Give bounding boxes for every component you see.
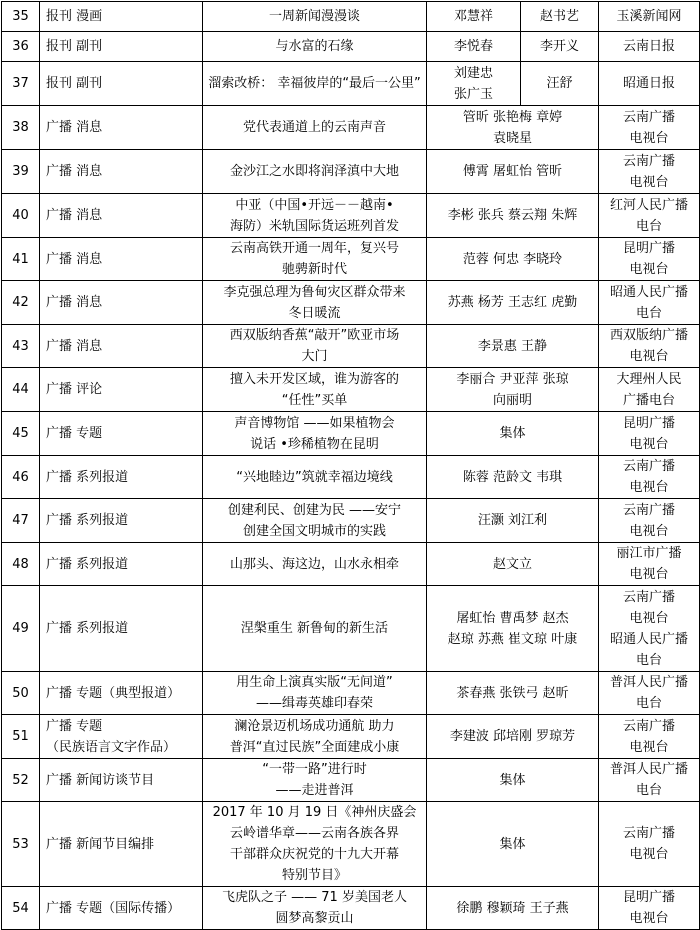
category-cell: 广播 评论	[40, 368, 203, 412]
table-row	[2, 456, 700, 499]
category-cell: 广播 系列报道	[40, 586, 203, 672]
author-cell: 赵书艺	[521, 2, 599, 32]
unit-cell: 昆明广播 电视台	[599, 238, 700, 281]
unit-cell: 西双版纳广播 电视台	[599, 325, 700, 368]
unit-cell: 大理州人民 广播电台	[599, 368, 700, 412]
row-number: 53	[2, 802, 40, 887]
unit-cell: 昆明广播 电视台	[599, 412, 700, 456]
row-number: 38	[2, 106, 40, 150]
title-cell: “兴地睦边”筑就幸福边境线	[203, 456, 427, 499]
row-number: 35	[2, 2, 40, 32]
category-cell: 报刊 副刊	[40, 62, 203, 106]
table-row	[2, 32, 700, 62]
table-row	[2, 325, 700, 368]
unit-cell: 昆明广播 电视台	[599, 887, 700, 930]
title-cell: 一周新闻漫漫谈	[203, 2, 427, 32]
title-cell: 金沙江之水即将润泽滇中大地	[203, 150, 427, 194]
authors-cell: 屠虹怡 曹禹梦 赵杰 赵琼 苏燕 崔文琼 叶康	[427, 586, 599, 672]
author-cell: 汪舒	[521, 62, 599, 106]
unit-cell: 普洱人民广播 电台	[599, 672, 700, 715]
row-number: 36	[2, 32, 40, 62]
category-cell: 广播 消息	[40, 281, 203, 325]
row-number: 54	[2, 887, 40, 930]
title-cell: 用生命上演真实版“无间道” ——缉毒英雄印春荣	[203, 672, 427, 715]
category-cell: 广播 系列报道	[40, 543, 203, 586]
table-row	[2, 106, 700, 150]
unit-cell: 玉溪新闻网	[599, 2, 700, 32]
row-number: 52	[2, 759, 40, 802]
unit-cell: 云南广播 电视台	[599, 715, 700, 759]
category-cell: 广播 消息	[40, 150, 203, 194]
unit-cell: 丽江市广播 电视台	[599, 543, 700, 586]
table-row	[2, 150, 700, 194]
title-cell: 2017 年 10 月 19 日《神州庆盛会 云岭谱华章——云南各族各界 干部群众庆祝党的十九大开幕 特别节目》	[203, 802, 427, 887]
table-row	[2, 62, 700, 106]
authors-cell: 李丽合 尹亚萍 张琼 向丽明	[427, 368, 599, 412]
title-cell: 擅入未开发区域，谁为游客的 “任性”买单	[203, 368, 427, 412]
title-cell: 云南高铁开通一周年，复兴号 驰骋新时代	[203, 238, 427, 281]
authors-cell: 苏燕 杨芳 王志红 虎勤	[427, 281, 599, 325]
table-row	[2, 759, 700, 802]
title-cell: 溜索改桥： 幸福彼岸的“最后一公里”	[203, 62, 427, 106]
category-cell: 广播 新闻访谈节目	[40, 759, 203, 802]
table-row	[2, 238, 700, 281]
awards-table	[1, 1, 700, 930]
authors-cell: 集体	[427, 802, 599, 887]
category-cell: 广播 消息	[40, 106, 203, 150]
authors-cell: 集体	[427, 759, 599, 802]
row-number: 41	[2, 238, 40, 281]
category-cell: 广播 专题（典型报道）	[40, 672, 203, 715]
title-cell: 声音博物馆 ——如果植物会 说话 •珍稀植物在昆明	[203, 412, 427, 456]
table-row	[2, 715, 700, 759]
row-number: 39	[2, 150, 40, 194]
category-cell: 广播 专题（国际传播）	[40, 887, 203, 930]
authors-cell: 赵文立	[427, 543, 599, 586]
authors-cell: 徐鹏 穆颖琦 王子燕	[427, 887, 599, 930]
category-cell: 广播 消息	[40, 238, 203, 281]
authors-cell: 范蓉 何忠 李晓玲	[427, 238, 599, 281]
category-cell: 报刊 漫画	[40, 2, 203, 32]
row-number: 43	[2, 325, 40, 368]
category-cell: 广播 系列报道	[40, 499, 203, 543]
row-number: 44	[2, 368, 40, 412]
category-cell: 广播 消息	[40, 325, 203, 368]
category-cell: 广播 系列报道	[40, 456, 203, 499]
title-cell: 西双版纳香蕉“敲开”欧亚市场 大门	[203, 325, 427, 368]
title-cell: 中亚（中国•开远－－越南• 海防）米轨国际货运班列首发	[203, 194, 427, 238]
author-cell: 李开义	[521, 32, 599, 62]
row-number: 51	[2, 715, 40, 759]
title-cell: 创建利民、创建为民 ——安宁 创建全国文明城市的实践	[203, 499, 427, 543]
table-row	[2, 543, 700, 586]
authors-cell: 李建波 邱培刚 罗琼芳	[427, 715, 599, 759]
author-cell: 李悦春	[427, 32, 521, 62]
table-row	[2, 586, 700, 672]
table-row	[2, 499, 700, 543]
author-cell: 邓慧祥	[427, 2, 521, 32]
row-number: 40	[2, 194, 40, 238]
authors-cell: 集体	[427, 412, 599, 456]
author-cell: 刘建忠 张广玉	[427, 62, 521, 106]
row-number: 47	[2, 499, 40, 543]
row-number: 46	[2, 456, 40, 499]
title-cell: 李克强总理为鲁甸灾区群众带来 冬日暖流	[203, 281, 427, 325]
row-number: 48	[2, 543, 40, 586]
row-number: 37	[2, 62, 40, 106]
category-cell: 广播 专题 （民族语言文字作品）	[40, 715, 203, 759]
authors-cell: 陈蓉 范龄文 韦琪	[427, 456, 599, 499]
authors-cell: 傅霄 屠虹怡 管昕	[427, 150, 599, 194]
authors-cell: 李景惠 王静	[427, 325, 599, 368]
title-cell: 与水富的石缘	[203, 32, 427, 62]
authors-cell: 茶春燕 张铁弓 赵昕	[427, 672, 599, 715]
title-cell: 澜沧景迈机场成功通航 助力 普洱“直过民族”全面建成小康	[203, 715, 427, 759]
row-number: 45	[2, 412, 40, 456]
category-cell: 广播 新闻节目编排	[40, 802, 203, 887]
title-cell: 党代表通道上的云南声音	[203, 106, 427, 150]
authors-cell: 管昕 张艳梅 章婷 袁晓星	[427, 106, 599, 150]
unit-cell: 昭通人民广播 电台	[599, 281, 700, 325]
table-row	[2, 194, 700, 238]
table-row	[2, 2, 700, 32]
unit-cell: 昭通日报	[599, 62, 700, 106]
unit-cell: 云南日报	[599, 32, 700, 62]
table-row	[2, 672, 700, 715]
authors-cell: 李彬 张兵 蔡云翔 朱辉	[427, 194, 599, 238]
unit-cell: 云南广播 电视台	[599, 802, 700, 887]
authors-cell: 汪灏 刘江利	[427, 499, 599, 543]
title-cell: “一带一路”进行时 ——走进普洱	[203, 759, 427, 802]
unit-cell: 普洱人民广播 电台	[599, 759, 700, 802]
table-row	[2, 368, 700, 412]
unit-cell: 红河人民广播 电台	[599, 194, 700, 238]
table-row	[2, 412, 700, 456]
row-number: 42	[2, 281, 40, 325]
category-cell: 报刊 副刊	[40, 32, 203, 62]
title-cell: 飞虎队之子 —— 71 岁美国老人 圆梦高黎贡山	[203, 887, 427, 930]
unit-cell: 云南广播 电视台	[599, 106, 700, 150]
table-body	[2, 2, 700, 930]
row-number: 49	[2, 586, 40, 672]
unit-cell: 云南广播 电视台	[599, 499, 700, 543]
table-row	[2, 887, 700, 930]
unit-cell: 云南广播 电视台 昭通人民广播 电台	[599, 586, 700, 672]
category-cell: 广播 专题	[40, 412, 203, 456]
title-cell: 山那头、海这边，山水永相牵	[203, 543, 427, 586]
table-row	[2, 802, 700, 887]
category-cell: 广播 消息	[40, 194, 203, 238]
title-cell: 涅槃重生 新鲁甸的新生活	[203, 586, 427, 672]
unit-cell: 云南广播 电视台	[599, 150, 700, 194]
table-row	[2, 281, 700, 325]
unit-cell: 云南广播 电视台	[599, 456, 700, 499]
row-number: 50	[2, 672, 40, 715]
